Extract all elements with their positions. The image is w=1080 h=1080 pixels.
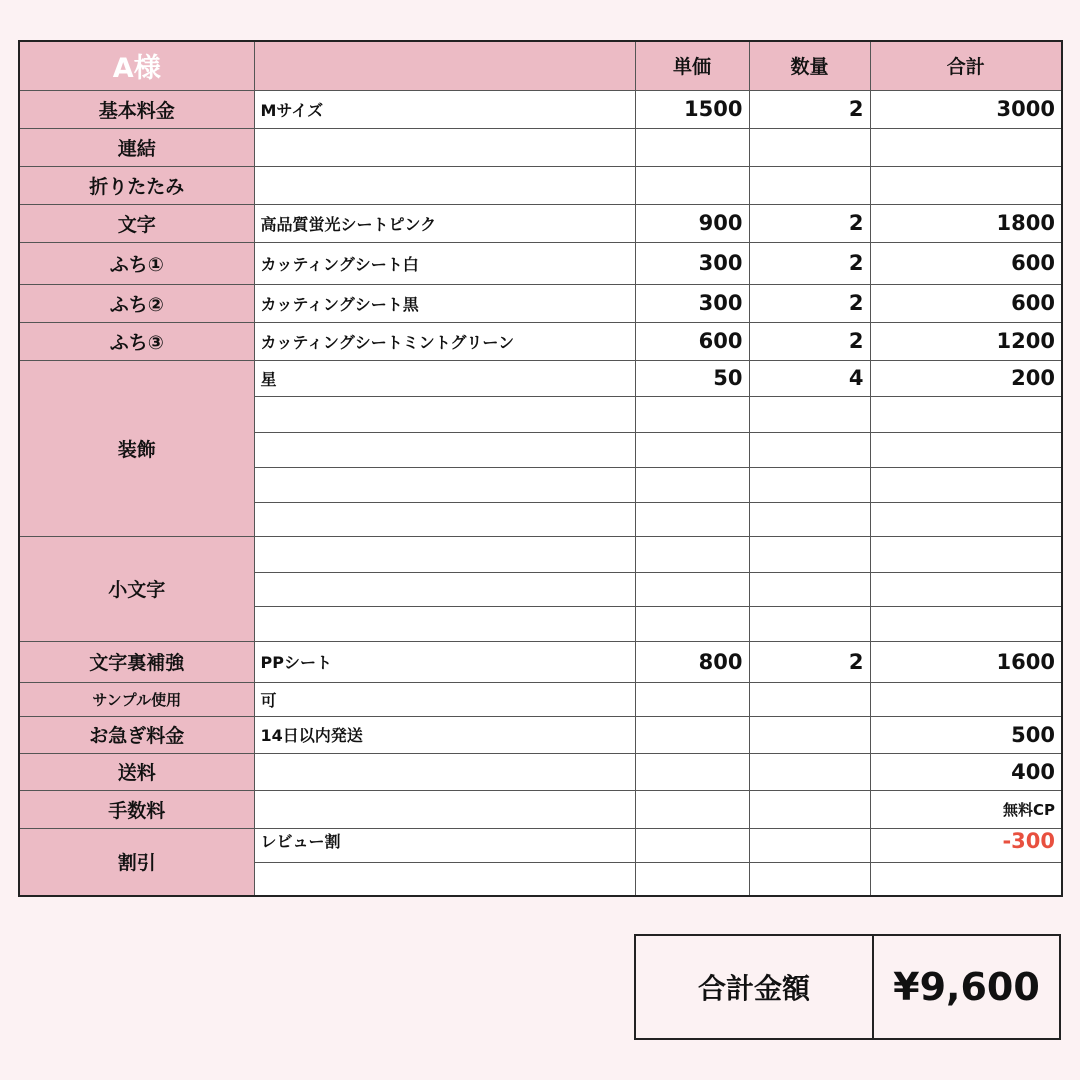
- row-label: 割引: [19, 828, 254, 896]
- row-item: 14日以内発送: [254, 716, 635, 753]
- row-qty: 4: [749, 360, 870, 396]
- empty-cell: [870, 502, 1062, 536]
- table-row: [19, 284, 1062, 322]
- row-qty: [749, 753, 870, 790]
- grand-total-amount: ¥9,600: [893, 965, 1040, 1009]
- row-item: [254, 166, 635, 204]
- row-total: 3000: [870, 90, 1062, 128]
- empty-cell: [635, 432, 749, 467]
- row-item: [254, 128, 635, 166]
- row-price: 1500: [635, 90, 749, 128]
- row-qty: [749, 128, 870, 166]
- row-price: [635, 790, 749, 828]
- row-label: ふち③: [19, 322, 254, 360]
- table-row: [19, 716, 1062, 753]
- row-label: 送料: [19, 753, 254, 790]
- row-item: カッティングシート白: [254, 242, 635, 284]
- empty-cell: [254, 432, 635, 467]
- row-item: カッティングシート黒: [254, 284, 635, 322]
- row-total: 500: [870, 716, 1062, 753]
- row-total: 無料CP: [870, 790, 1062, 828]
- table-row: [19, 641, 1062, 682]
- table-row: [19, 682, 1062, 716]
- table-row: [19, 322, 1062, 360]
- empty-cell: [635, 467, 749, 502]
- empty-cell: [254, 502, 635, 536]
- row-item: PPシート: [254, 641, 635, 682]
- row-label: 折りたたみ: [19, 166, 254, 204]
- row-label: サンプル使用: [19, 682, 254, 716]
- row-item: レビュー割: [254, 828, 635, 862]
- empty-cell: [254, 467, 635, 502]
- row-qty: [749, 716, 870, 753]
- empty-cell: [749, 467, 870, 502]
- row-qty: 2: [749, 322, 870, 360]
- row-label: 連結: [19, 128, 254, 166]
- row-price: [635, 128, 749, 166]
- table-row: [19, 828, 1062, 862]
- row-qty: [749, 536, 870, 572]
- empty-cell: [254, 606, 635, 641]
- header-item-blank: [254, 41, 635, 90]
- row-qty: [749, 682, 870, 716]
- row-item: 星: [254, 360, 635, 396]
- empty-cell: [870, 432, 1062, 467]
- row-label: ふち②: [19, 284, 254, 322]
- empty-cell: [635, 606, 749, 641]
- row-total: [870, 682, 1062, 716]
- row-price: 600: [635, 322, 749, 360]
- table-row: [19, 166, 1062, 204]
- table-row: [19, 128, 1062, 166]
- row-price: [635, 536, 749, 572]
- empty-cell: [635, 862, 749, 896]
- table-row: [19, 790, 1062, 828]
- empty-cell: [635, 572, 749, 606]
- table-row: [19, 360, 1062, 396]
- row-total: 1200: [870, 322, 1062, 360]
- row-price: [635, 716, 749, 753]
- row-label: 手数料: [19, 790, 254, 828]
- row-total: [870, 166, 1062, 204]
- row-item: Mサイズ: [254, 90, 635, 128]
- empty-cell: [749, 606, 870, 641]
- row-total: [870, 536, 1062, 572]
- table-row: [19, 90, 1062, 128]
- header-quantity: 数量: [749, 41, 870, 90]
- customer-name: A様: [19, 41, 254, 90]
- empty-cell: [635, 396, 749, 432]
- row-total: 1800: [870, 204, 1062, 242]
- row-label: ふち①: [19, 242, 254, 284]
- empty-cell: [749, 502, 870, 536]
- row-price: [635, 753, 749, 790]
- row-total: -300: [870, 828, 1062, 862]
- row-qty: 2: [749, 641, 870, 682]
- row-qty: 2: [749, 242, 870, 284]
- row-label: 文字: [19, 204, 254, 242]
- row-item: カッティングシートミントグリーン: [254, 322, 635, 360]
- table-row: [19, 242, 1062, 284]
- row-label: 文字裏補強: [19, 641, 254, 682]
- empty-cell: [870, 396, 1062, 432]
- row-item: [254, 790, 635, 828]
- empty-cell: [870, 606, 1062, 641]
- row-total: 600: [870, 284, 1062, 322]
- empty-cell: [870, 862, 1062, 896]
- empty-cell: [635, 502, 749, 536]
- row-total: 200: [870, 360, 1062, 396]
- row-price: 300: [635, 284, 749, 322]
- row-total: 1600: [870, 641, 1062, 682]
- row-price: [635, 682, 749, 716]
- row-item: 可: [254, 682, 635, 716]
- row-qty: 2: [749, 204, 870, 242]
- row-qty: 2: [749, 90, 870, 128]
- row-label: 基本料金: [19, 90, 254, 128]
- table-row: [19, 204, 1062, 242]
- row-qty: [749, 166, 870, 204]
- header-subtotal: 合計: [870, 41, 1062, 90]
- empty-cell: [254, 862, 635, 896]
- row-total: [870, 128, 1062, 166]
- header-unit-price: 単価: [635, 41, 749, 90]
- table-row: [19, 536, 1062, 572]
- row-qty: 2: [749, 284, 870, 322]
- empty-cell: [749, 572, 870, 606]
- empty-cell: [749, 396, 870, 432]
- grand-total-box: [634, 934, 1061, 1040]
- row-total: 600: [870, 242, 1062, 284]
- empty-cell: [254, 396, 635, 432]
- row-price: 50: [635, 360, 749, 396]
- row-item: 高品質蛍光シートピンク: [254, 204, 635, 242]
- empty-cell: [749, 432, 870, 467]
- table-row: [19, 753, 1062, 790]
- estimate-table: [18, 40, 1063, 897]
- row-price: 900: [635, 204, 749, 242]
- empty-cell: [870, 467, 1062, 502]
- row-qty: [749, 790, 870, 828]
- row-label: 装飾: [19, 360, 254, 536]
- row-label: お急ぎ料金: [19, 716, 254, 753]
- row-qty: [749, 828, 870, 862]
- row-price: 300: [635, 242, 749, 284]
- row-price: [635, 828, 749, 862]
- empty-cell: [870, 572, 1062, 606]
- table-header-row: [19, 41, 1062, 90]
- row-item: [254, 753, 635, 790]
- grand-total-label: 合計金額: [636, 936, 874, 1038]
- row-total: 400: [870, 753, 1062, 790]
- row-label: 小文字: [19, 536, 254, 641]
- row-price: 800: [635, 641, 749, 682]
- row-item: [254, 536, 635, 572]
- empty-cell: [254, 572, 635, 606]
- empty-cell: [749, 862, 870, 896]
- row-price: [635, 166, 749, 204]
